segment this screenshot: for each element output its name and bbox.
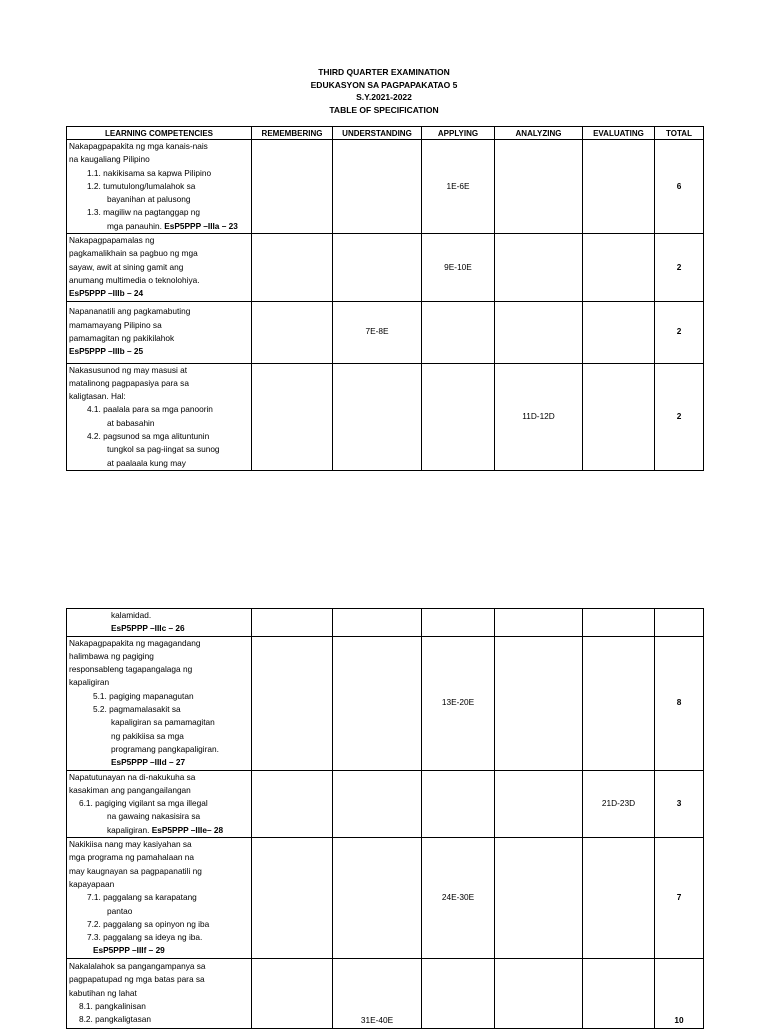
table-header-row [67, 127, 704, 140]
competency-text: kaligtasan. Hal: [69, 391, 126, 402]
competency-subitem: at babasahin [107, 417, 155, 428]
understanding-cell [333, 140, 422, 234]
evaluating-cell [583, 140, 655, 234]
remembering-cell [252, 363, 333, 470]
school-year: S.Y.2021-2022 [356, 92, 412, 103]
applying-cell [422, 958, 495, 1028]
applying-cell [422, 770, 495, 837]
understanding-cell: 31E-40E [333, 958, 422, 1028]
understanding-cell [333, 770, 422, 837]
competency-text: kabutihan ng lahat [69, 987, 137, 998]
analyzing-cell [495, 609, 583, 637]
competency-text: Nakasusunod ng may masusi at [69, 364, 188, 375]
table-row [67, 838, 704, 959]
competency-cell [67, 636, 252, 770]
col-header-evaluating: EVALUATING [583, 127, 655, 140]
competency-text: kasakiman ang pangangailangan [69, 784, 191, 795]
col-header-applying: APPLYING [422, 127, 495, 140]
remembering-cell [252, 636, 333, 770]
competency-subitem: 4.1. paalala para sa mga panoorin [87, 404, 213, 415]
competency-cell [67, 234, 252, 301]
specification-table-page-1 [66, 126, 704, 471]
competency-cell [67, 140, 252, 234]
competency-subitem: 1.1. nakikisama sa kapwa Pilipino [87, 167, 212, 178]
competency-subitem: 5.1. pagiging mapanagutan [93, 690, 194, 701]
total-cell: 2 [655, 363, 704, 470]
competency-code: EsP5PPP –IIIa – 23 [164, 220, 238, 231]
competency-text: kapaligiran. [107, 824, 150, 835]
competency-text: na kaugaliang Pilipino [69, 154, 150, 165]
competency-subitem: 7.3. paggalang sa ideya ng iba. [87, 932, 203, 943]
competency-subitem: 1.2. tumutulong/lumalahok sa [87, 180, 196, 191]
competency-text: mamamayang Pilipino sa [69, 319, 162, 330]
competency-subitem: 6.1. pagiging vigilant sa mga illegal [79, 798, 208, 809]
competency-text: Nakalalahok sa pangangampanya sa [69, 960, 206, 971]
competency-text: responsableng tagapangalaga ng [69, 664, 193, 675]
col-header-competencies: LEARNING COMPETENCIES [67, 127, 252, 140]
remembering-cell [252, 140, 333, 234]
analyzing-cell [495, 636, 583, 770]
subject-title: EDUKASYON SA PAGPAPAKATAO 5 [310, 79, 458, 90]
competency-text: pagkamalikhain sa pagbuo ng mga [69, 248, 198, 259]
applying-cell [422, 301, 495, 363]
table-row-continued [67, 609, 704, 637]
competency-code: EsP5PPP –IIId – 27 [111, 757, 186, 768]
evaluating-cell [583, 234, 655, 301]
analyzing-cell [495, 234, 583, 301]
col-header-understanding: UNDERSTANDING [333, 127, 422, 140]
analyzing-cell [495, 140, 583, 234]
competency-subitem: 8.2. pangkaligtasan [79, 1014, 151, 1025]
competency-subitem: pantao [107, 905, 133, 916]
remembering-cell [252, 234, 333, 301]
competency-subitem: kapaligiran sa pamamagitan [111, 717, 215, 728]
competency-subitem: tungkol sa pag-iingat sa sunog [107, 444, 220, 455]
total-cell: 2 [655, 234, 704, 301]
competency-code: EsP5PPP –IIIb – 25 [69, 346, 144, 357]
competency-subitem [69, 220, 249, 233]
competency-subitem: at paalaala kung may [107, 457, 186, 468]
competency-text: Nakapagpapakita ng mga kanais-nais [69, 141, 208, 151]
competency-subitem: kalamidad. [111, 610, 152, 620]
evaluating-cell [583, 363, 655, 470]
evaluating-cell [583, 609, 655, 637]
applying-cell: 24E-30E [422, 838, 495, 959]
competency-subitem: na gawaing nakasisira sa [107, 811, 201, 822]
analyzing-cell [495, 301, 583, 363]
competency-text: Napatutunayan na di-nakukuha sa [69, 771, 196, 782]
analyzing-cell: 11D-12D [495, 363, 583, 470]
competency-text: Nakapagpapamalas ng [69, 235, 155, 246]
applying-cell [422, 609, 495, 637]
understanding-cell [333, 234, 422, 301]
competency-cell [67, 609, 252, 637]
applying-cell [422, 363, 495, 470]
competency-code: EsP5PPP –IIIe– 28 [151, 824, 224, 835]
competency-subitem: 7.2. paggalang sa opinyon ng iba [87, 918, 210, 929]
competency-subitem: 7.1. paggalang sa karapatang [87, 892, 197, 903]
competency-text: matalinong pagpapasiya para sa [69, 377, 189, 388]
competency-text: mga panauhin. [107, 220, 162, 231]
table-row [67, 770, 704, 837]
competency-subitem: bayanihan at palusong [107, 194, 191, 205]
document-title: TABLE OF SPECIFICATION [329, 104, 439, 115]
applying-cell: 13E-20E [422, 636, 495, 770]
col-header-remembering: REMEMBERING [252, 127, 333, 140]
exam-title: THIRD QUARTER EXAMINATION [318, 67, 450, 77]
competency-text: pagpapatupad ng mga batas para sa [69, 974, 205, 985]
applying-cell: 9E-10E [422, 234, 495, 301]
applying-cell: 1E-6E [422, 140, 495, 234]
total-cell [655, 609, 704, 637]
competency-code: EsP5PPP –IIIf – 29 [93, 945, 165, 956]
remembering-cell [252, 770, 333, 837]
remembering-cell [252, 609, 333, 637]
competency-text: mga programa ng pamahalaan na [69, 852, 194, 863]
evaluating-cell: 21D-23D [583, 770, 655, 837]
competency-cell [67, 838, 252, 959]
remembering-cell [252, 301, 333, 363]
analyzing-cell [495, 958, 583, 1028]
competency-text: kapaligiran [69, 677, 110, 688]
competency-subitem: ng pakikiisa sa mga [111, 730, 184, 741]
competency-cell [67, 363, 252, 470]
evaluating-cell [583, 958, 655, 1028]
total-cell: 8 [655, 636, 704, 770]
competency-text: sayaw, awit at sining gamit ang [69, 261, 184, 272]
total-cell: 7 [655, 838, 704, 959]
competency-subitem: 5.2. pagmamalasakit sa [93, 704, 181, 715]
analyzing-cell [495, 770, 583, 837]
understanding-cell [333, 609, 422, 637]
remembering-cell [252, 958, 333, 1028]
competency-cell [67, 770, 252, 837]
competency-text: Nakapagpapakita ng magagandang [69, 637, 201, 648]
understanding-cell [333, 838, 422, 959]
table-row [67, 301, 704, 363]
col-header-total: TOTAL [655, 127, 704, 140]
total-cell: 6 [655, 140, 704, 234]
table-row [67, 140, 704, 234]
analyzing-cell [495, 838, 583, 959]
competency-subitem [69, 824, 249, 837]
evaluating-cell [583, 301, 655, 363]
understanding-cell: 7E-8E [333, 301, 422, 363]
table-row [67, 234, 704, 301]
competency-subitem: 1.3. magiliw na pagtanggap ng [87, 207, 201, 218]
col-header-analyzing: ANALYZING [495, 127, 583, 140]
competency-text: pamamagitan ng pakikilahok [69, 333, 175, 344]
competency-text: Napananatili ang pagkamabuting [69, 306, 191, 317]
specification-table-page-2 [66, 608, 704, 1029]
competency-subitem: programang pangkapaligiran. [111, 743, 219, 754]
evaluating-cell [583, 636, 655, 770]
competency-subitem: 4.2. pagsunod sa mga alituntunin [87, 431, 210, 442]
competency-cell [67, 958, 252, 1028]
understanding-cell [333, 636, 422, 770]
competency-code: EsP5PPP –IIIb – 24 [69, 288, 144, 299]
evaluating-cell [583, 838, 655, 959]
competency-text: kapayapaan [69, 878, 115, 889]
exam-header [0, 66, 768, 116]
table-row [67, 636, 704, 770]
competency-cell [67, 301, 252, 363]
competency-code: EsP5PPP –IIIc – 26 [111, 623, 185, 634]
competency-subitem: 8.1. pangkalinisan [79, 1000, 146, 1011]
total-cell: 10 [655, 958, 704, 1028]
total-cell: 2 [655, 301, 704, 363]
table-row [67, 958, 704, 1028]
competency-text: Nakikiisa nang may kasiyahan sa [69, 839, 192, 850]
understanding-cell [333, 363, 422, 470]
total-cell: 3 [655, 770, 704, 837]
competency-text: anumang multimedia o teknolohiya. [69, 274, 200, 285]
competency-text: halimbawa ng pagiging [69, 650, 154, 661]
remembering-cell [252, 838, 333, 959]
table-row [67, 363, 704, 470]
competency-text: may kaugnayan sa pagpapanatili ng [69, 865, 202, 876]
